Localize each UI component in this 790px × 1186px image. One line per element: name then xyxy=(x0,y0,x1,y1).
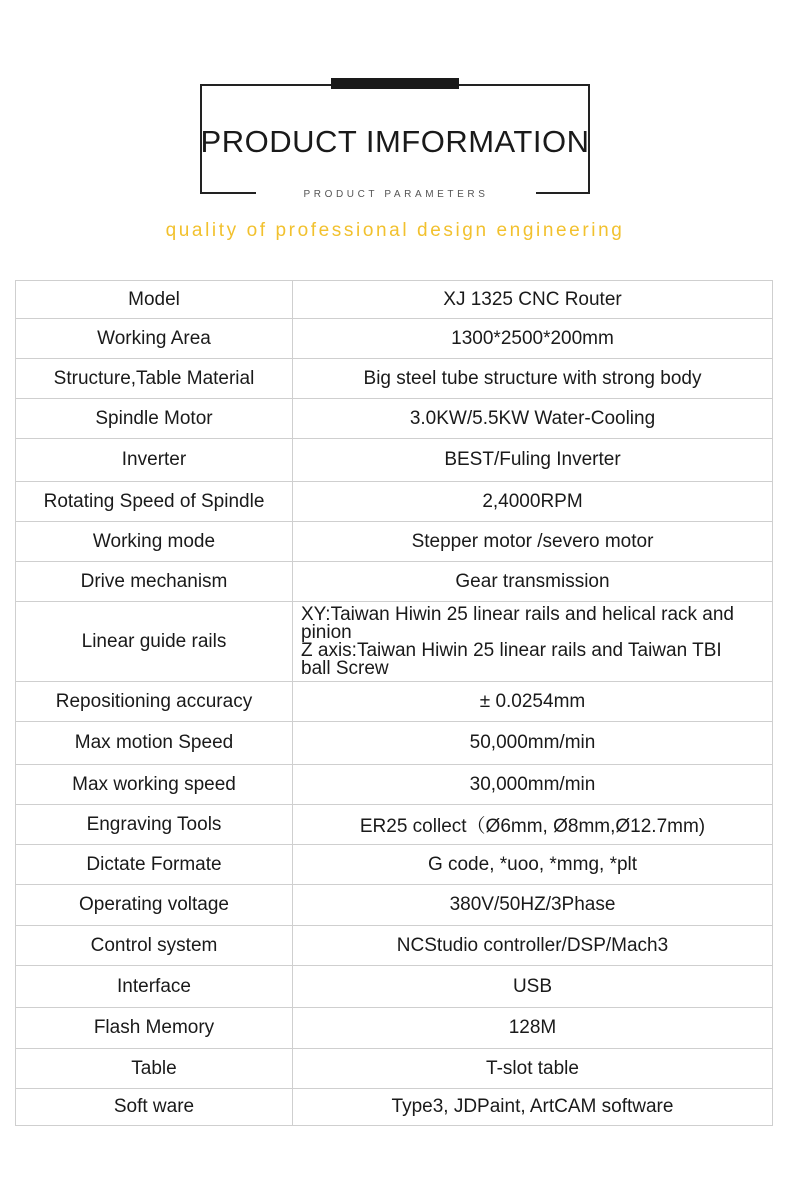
spec-label: Rotating Speed of Spindle xyxy=(16,482,293,522)
spec-label: Flash Memory xyxy=(16,1008,293,1049)
table-row xyxy=(16,845,773,885)
spec-value xyxy=(293,602,773,682)
spec-label: Soft ware xyxy=(16,1089,293,1126)
table-row xyxy=(16,682,773,722)
spec-value: 380V/50HZ/3Phase xyxy=(293,885,773,926)
table-row xyxy=(16,359,773,399)
spec-value: XJ 1325 CNC Router xyxy=(293,281,773,319)
table-row xyxy=(16,319,773,359)
spec-value: NCStudio controller/DSP/Mach3 xyxy=(293,926,773,966)
spec-table xyxy=(15,280,773,1126)
spec-value: G code, *uoo, *mmg, *plt xyxy=(293,845,773,885)
table-row xyxy=(16,805,773,845)
spec-value: Stepper motor /severo motor xyxy=(293,522,773,562)
spec-label: Linear guide rails xyxy=(16,602,293,682)
spec-value-line: Z axis:Taiwan Hiwin 25 linear rails and Taiwan TBI xyxy=(301,639,722,661)
spec-value: 128M xyxy=(293,1008,773,1049)
table-row xyxy=(16,885,773,926)
spec-label: Operating voltage xyxy=(16,885,293,926)
spec-label: Engraving Tools xyxy=(16,805,293,845)
table-row xyxy=(16,399,773,439)
spec-value: ± 0.0254mm xyxy=(293,682,773,722)
spec-label: Dictate Formate xyxy=(16,845,293,885)
header-accent-bar xyxy=(331,78,459,89)
spec-value: T-slot table xyxy=(293,1049,773,1089)
spec-label: Drive mechanism xyxy=(16,562,293,602)
table-row xyxy=(16,602,773,682)
spec-label: Spindle Motor xyxy=(16,399,293,439)
table-row xyxy=(16,722,773,765)
spec-label: Working Area xyxy=(16,319,293,359)
spec-label: Max working speed xyxy=(16,765,293,805)
spec-value-line: ball Screw xyxy=(301,657,389,679)
table-row xyxy=(16,439,773,482)
table-row xyxy=(16,1008,773,1049)
spec-label: Structure,Table Material xyxy=(16,359,293,399)
table-row xyxy=(16,765,773,805)
spec-label: Interface xyxy=(16,966,293,1008)
page-subtitle: PRODUCT PARAMETERS xyxy=(303,189,489,200)
table-row xyxy=(16,1049,773,1089)
spec-label: Working mode xyxy=(16,522,293,562)
spec-value: USB xyxy=(293,966,773,1008)
table-row xyxy=(16,522,773,562)
spec-value: 50,000mm/min xyxy=(293,722,773,765)
spec-value: Gear transmission xyxy=(293,562,773,602)
spec-label: Repositioning accuracy xyxy=(16,682,293,722)
table-row xyxy=(16,281,773,319)
spec-label: Control system xyxy=(16,926,293,966)
page-title: PRODUCT IMFORMATION xyxy=(200,124,590,159)
spec-label: Table xyxy=(16,1049,293,1089)
spec-value: 2,4000RPM xyxy=(293,482,773,522)
spec-label: Inverter xyxy=(16,439,293,482)
spec-value: 3.0KW/5.5KW Water-Cooling xyxy=(293,399,773,439)
spec-value: Type3, JDPaint, ArtCAM software xyxy=(293,1089,773,1126)
tagline: quality of professional design engineering xyxy=(165,220,625,241)
spec-value-line: pinion xyxy=(301,621,352,643)
spec-value: 30,000mm/min xyxy=(293,765,773,805)
table-row xyxy=(16,926,773,966)
spec-label: Model xyxy=(16,281,293,319)
spec-label: Max motion Speed xyxy=(16,722,293,765)
spec-value-line: XY:Taiwan Hiwin 25 linear rails and helical rack and xyxy=(301,603,735,625)
table-row xyxy=(16,482,773,522)
spec-value: Big steel tube structure with strong body xyxy=(293,359,773,399)
spec-value: BEST/Fuling Inverter xyxy=(293,439,773,482)
table-row xyxy=(16,1089,773,1126)
spec-value: 1300*2500*200mm xyxy=(293,319,773,359)
spec-value: ER25 collect（Ø6mm, Ø8mm,Ø12.7mm) xyxy=(293,805,773,845)
table-row xyxy=(16,562,773,602)
table-row xyxy=(16,966,773,1008)
